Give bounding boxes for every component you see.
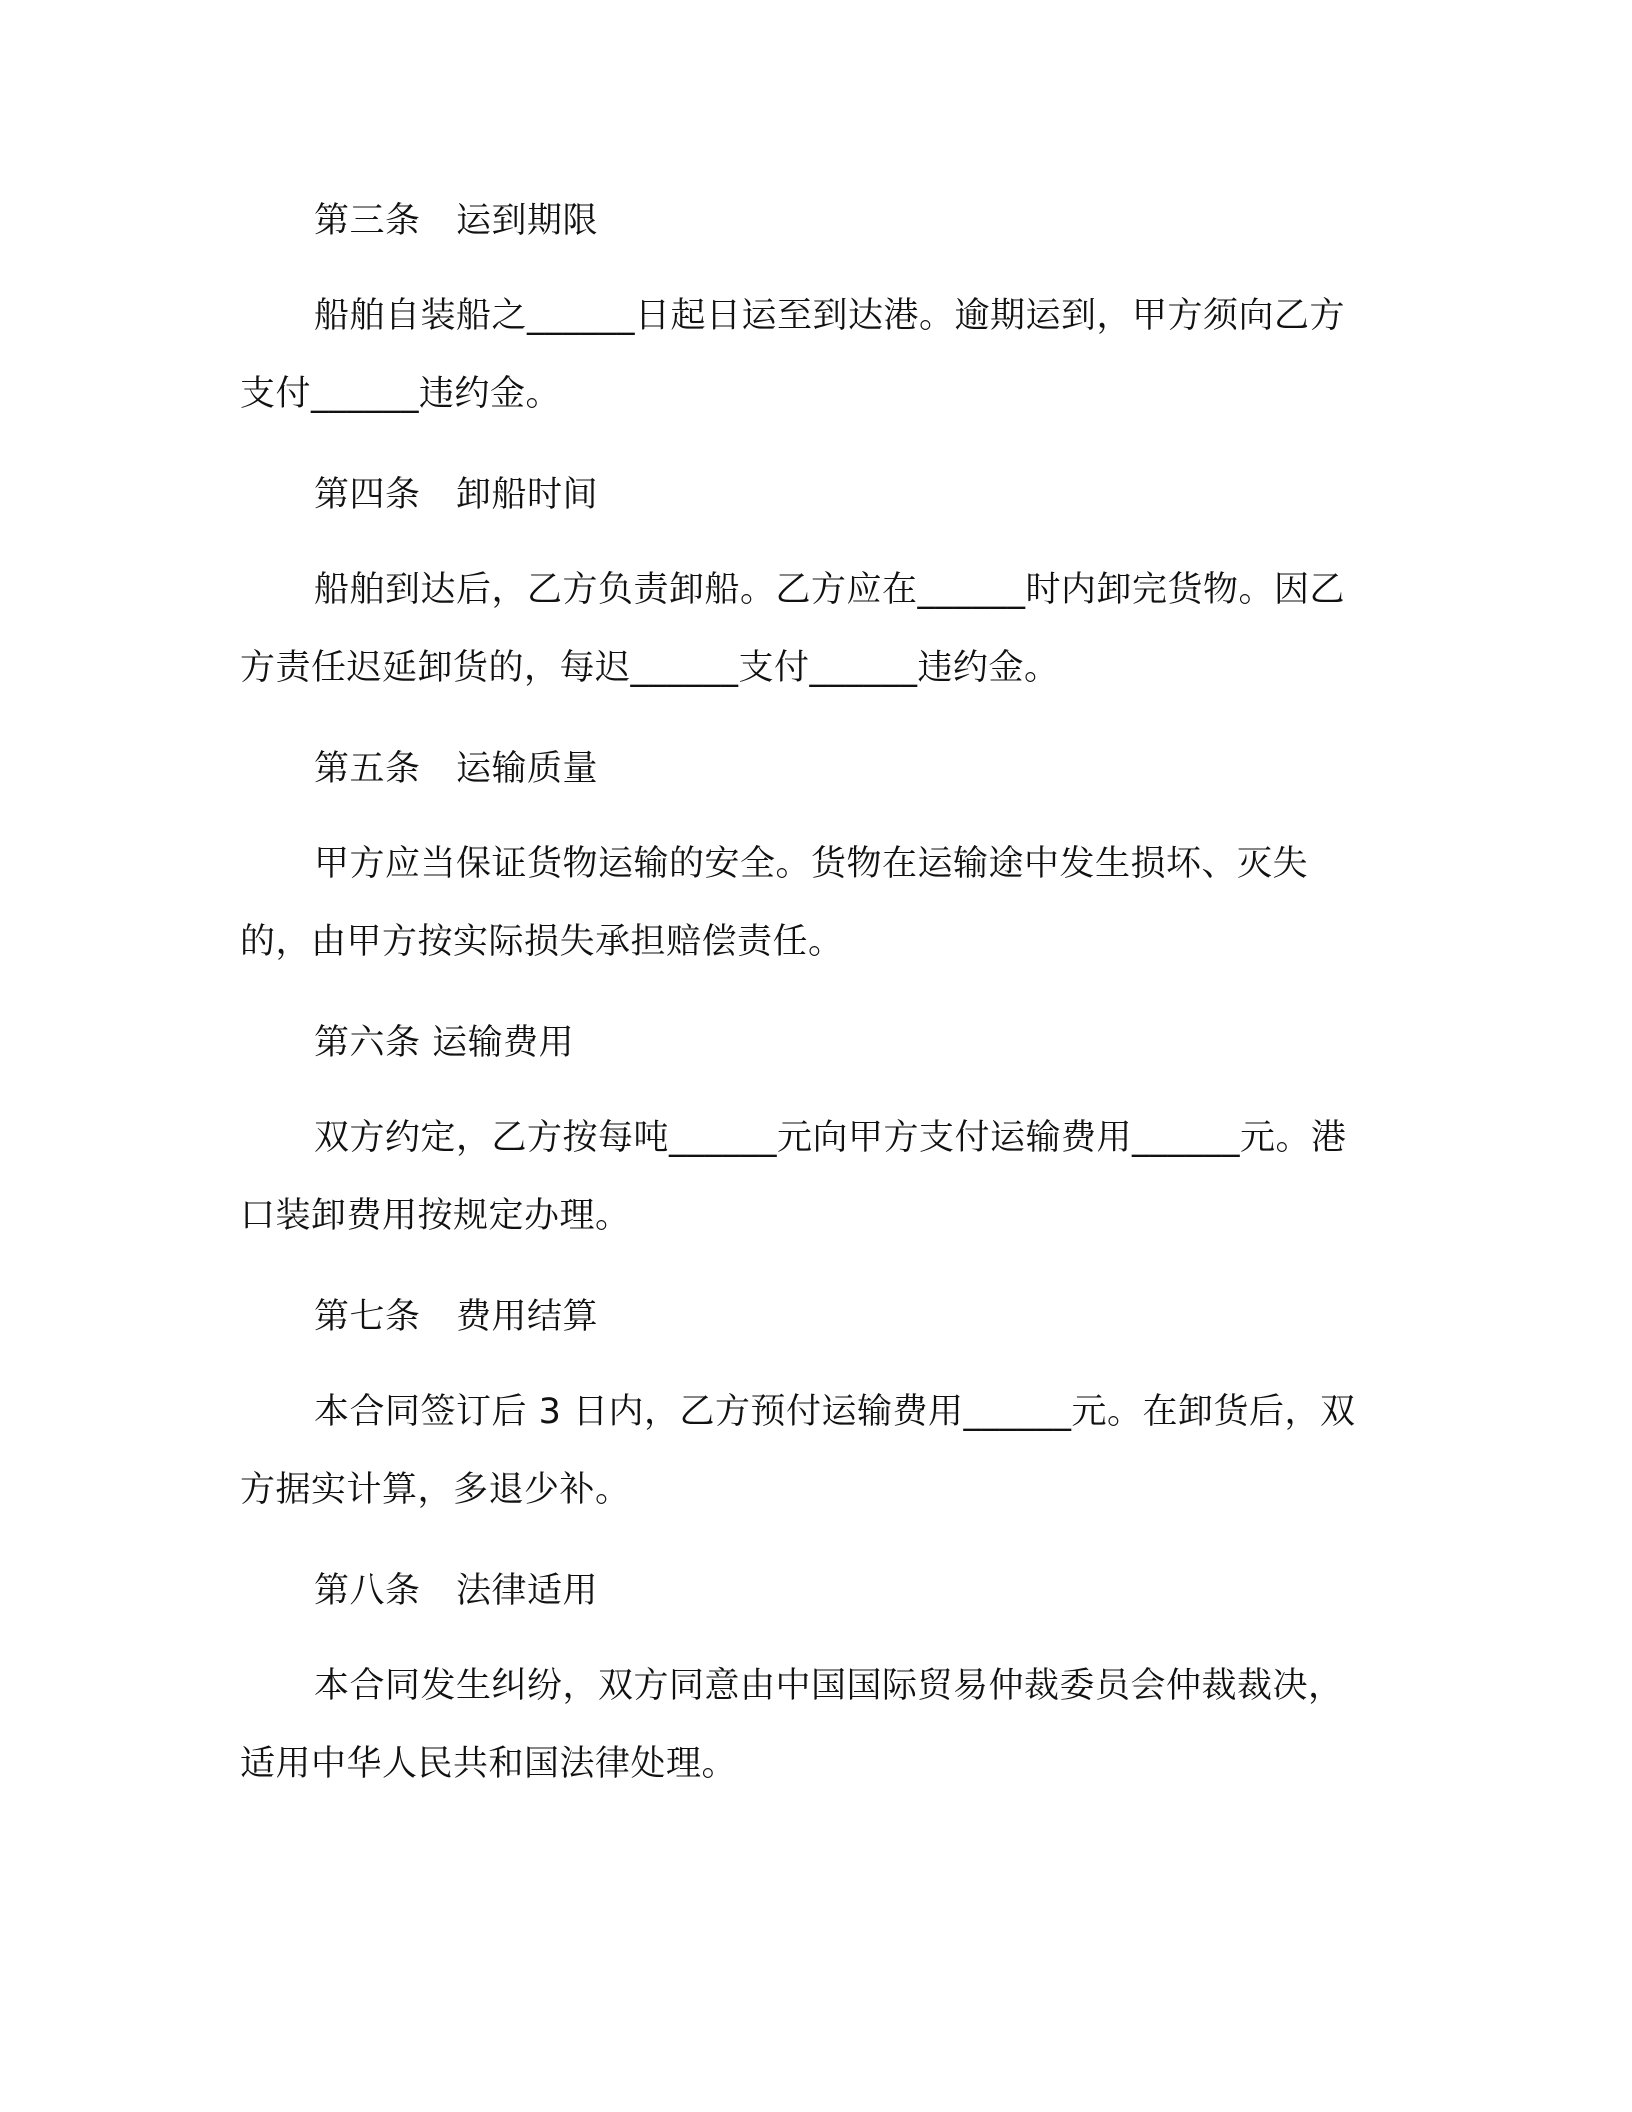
section-body-7: 本合同签订后 3 日内，乙方预付运输费用______元。在卸货后，双方据实计算，多退少补。 <box>240 1392 1356 1510</box>
document-content <box>240 182 1370 1826</box>
section-body-4: 船舶到达后，乙方负责卸船。乙方应在______时内卸完货物。因乙方责任迟延卸货的，每迟______支付______违约金。 <box>240 570 1346 688</box>
section-heading-3: 第三条 运到期限 <box>314 201 599 241</box>
section-body-6: 双方约定，乙方按每吨______元向甲方支付运输费用______元。港口装卸费用按规定办理。 <box>240 1118 1347 1236</box>
section-heading-8: 第八条 法律适用 <box>314 1571 599 1611</box>
section-body-3: 船舶自装船之______日起日运至到达港。逾期运到，甲方须向乙方支付______违约金。 <box>240 296 1346 414</box>
section-body-5: 甲方应当保证货物运输的安全。货物在运输途中发生损坏、灭失的，由甲方按实际损失承担赔偿责任。 <box>240 844 1309 962</box>
section-heading-4: 第四条 卸船时间 <box>314 475 599 515</box>
section-heading-6: 第六条 运输费用 <box>314 1023 575 1063</box>
section-heading-7: 第七条 费用结算 <box>314 1297 599 1337</box>
section-body-8: 本合同发生纠纷，双方同意由中国国际贸易仲裁委员会仲裁裁决，适用中华人民共和国法律处理。 <box>240 1666 1344 1784</box>
section-heading-5: 第五条 运输质量 <box>314 749 599 789</box>
